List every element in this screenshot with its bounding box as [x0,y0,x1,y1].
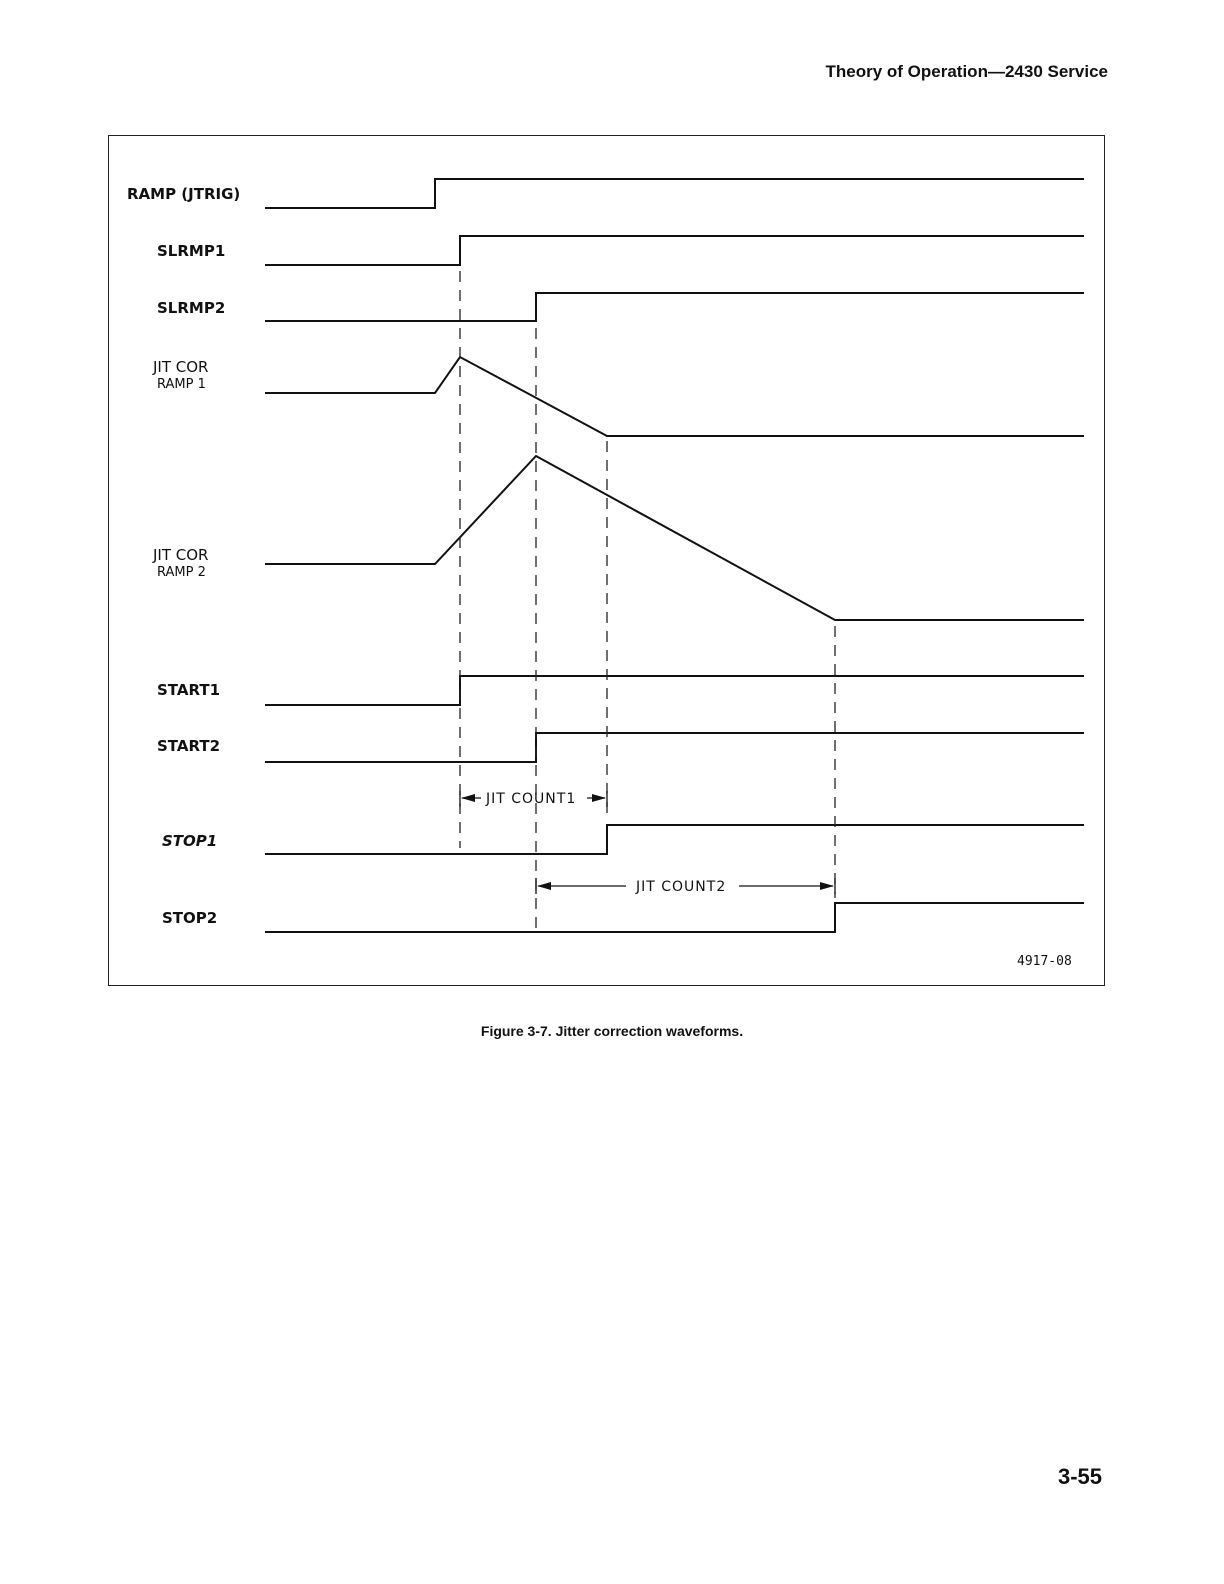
waveform-jit-cor-ramp2 [265,456,1084,620]
timing-diagram [109,136,1106,987]
waveform-slrmp2 [265,293,1084,321]
label-slrmp1: SLRMP1 [157,242,226,260]
label-jit-count1: JIT COUNT1 [486,791,577,807]
label-stop2: STOP2 [162,909,218,927]
waveform-slrmp1 [265,236,1084,265]
label-ramp2-sub: RAMP 2 [157,565,206,580]
waveform-ramp-jtrig [265,179,1084,208]
dimension-jit-count2 [536,878,835,895]
figure-caption: Figure 3-7. Jitter correction waveforms. [480,1023,744,1039]
figure-frame [108,135,1105,986]
label-ramp-jtrig: RAMP (JTRIG) [127,185,241,203]
label-slrmp2: SLRMP2 [157,299,226,317]
label-ramp1-sub: RAMP 1 [157,377,206,392]
page-number: 3-55 [1057,1464,1102,1489]
label-jit-cor-1: JIT COR [153,358,209,376]
waveform-stop2 [265,903,1084,932]
waveform-start2 [265,733,1084,762]
running-head: Theory of Operation—2430 Service [825,62,1108,81]
label-start1: START1 [157,681,221,699]
art-number: 4917-08 [1017,954,1072,969]
label-jit-count2: JIT COUNT2 [636,879,727,895]
dimension-jit-count1 [460,791,607,807]
label-stop1: STOP1 [162,832,218,850]
waveform-start1 [265,676,1084,705]
label-start2: START2 [157,737,221,755]
waveform-jit-cor-ramp1 [265,357,1084,436]
label-jit-cor-2: JIT COR [153,546,209,564]
waveform-stop1 [265,825,1084,854]
